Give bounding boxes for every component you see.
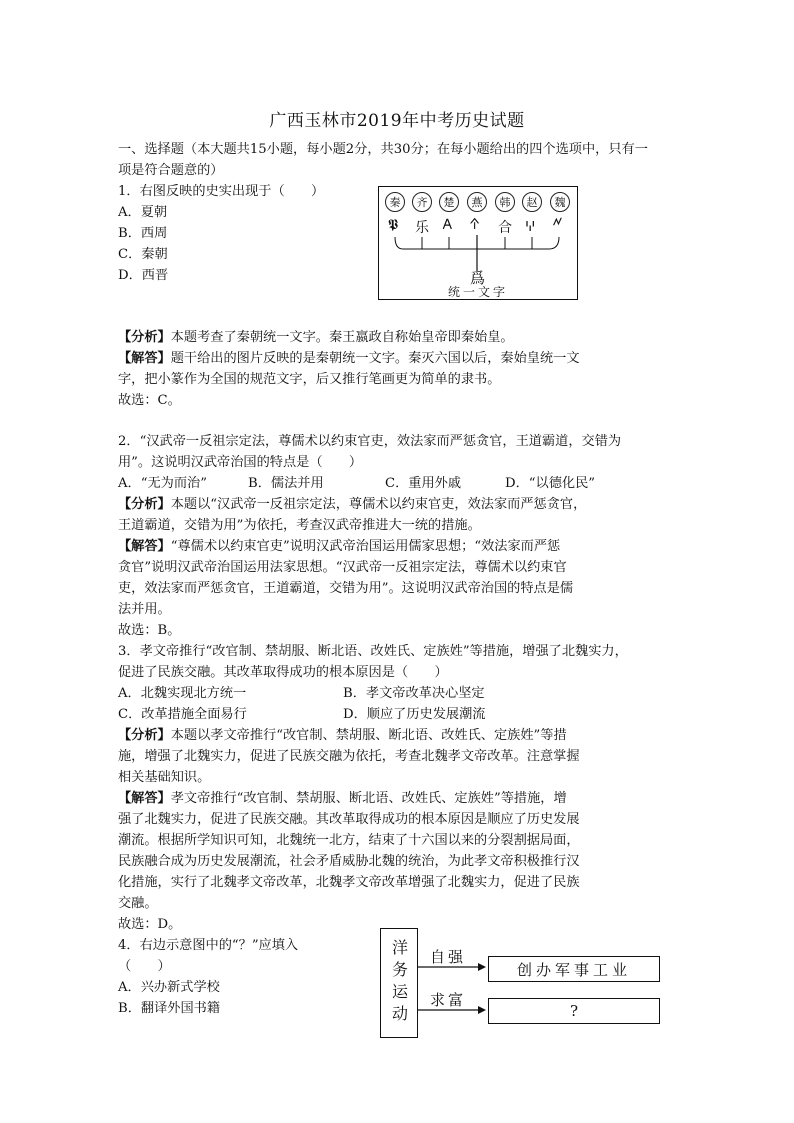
analysis-tag: 【分析】 [118, 330, 171, 345]
state-circle: 燕 [467, 192, 487, 212]
q2-answer [118, 536, 560, 557]
analysis-text: 本题以“汉武帝一反祖宗定法，尊儒术以约束官吏，效法家而严惩贪官， [170, 497, 587, 512]
q4-stem-2: （ ） [118, 959, 171, 974]
answer-text: 孝文帝推行“改官制、禁胡服、断北语、改姓氏、定族姓”等措施，增 [170, 791, 567, 806]
q3-answer [118, 788, 567, 809]
q3-answer-cont-3: 民族融合成为历史发展潮流，社会矛盾威胁北魏的统治，为此孝文帝积极推行汉 [118, 854, 580, 869]
q4-option-a: A．兴办新式学校 [118, 980, 220, 995]
q3-option-d: D．顺应了历史发展潮流 [343, 707, 486, 722]
q2-answer-cont-1: 贪官”说明汉武帝治国运用法家思想。“汉武帝一反祖宗定法，尊儒术以约束官 [118, 560, 567, 575]
q2-option-a: A．“无为而治” [118, 476, 207, 491]
q3-answer-cont-2: 潮流。根据所学知识可知，北魏统一北方，结束了十六国以来的分裂割据局面， [118, 833, 580, 848]
q1-option-c: C．秦朝 [118, 247, 168, 262]
q2-answer-cont-3: 法并用。 [118, 602, 171, 617]
state-circle: 赵 [522, 192, 542, 212]
q3-answer-cont-4: 化措施，实行了北魏孝文帝改革，北魏孝文帝改革增强了北魏实力，促进了民族 [118, 875, 580, 890]
section-heading-line-2: 项是符合题意的） [118, 163, 224, 178]
answer-tag: 【解答】 [118, 351, 171, 366]
ancient-script-glyph: 𐊁 [470, 217, 481, 233]
q2-option-c: C．重用外戚 [385, 476, 462, 491]
military-industry-box: 创办军事工业 [488, 956, 660, 982]
q3-stem-1: 3．孝文帝推行“改官制、禁胡服、断北语、改姓氏、定族姓”等措施，增强了北魏实力， [118, 644, 628, 659]
q3-option-c: C．改革措施全面易行 [118, 707, 247, 722]
q2-stem-2: 用”。这说明汉武帝治国的特点是（ ） [118, 455, 363, 470]
q3-analysis [118, 725, 567, 746]
q1-analysis [118, 327, 514, 348]
arrow-label-prosperity: 求富 [430, 991, 467, 1009]
q3-analysis-cont-2: 相关基础知识。 [118, 770, 211, 785]
state-circle: 楚 [439, 192, 459, 212]
analysis-tag: 【分析】 [118, 497, 171, 512]
q3-option-b: B．孝文帝改革决心坚定 [343, 686, 485, 701]
q2-analysis-cont: 王道霸道，交错为用”为依托，考查汉武帝推进大一统的措施。 [118, 518, 481, 533]
figure-caption: 统一文字 [447, 285, 508, 299]
q1-answer [118, 348, 580, 369]
ancient-script-glyph: 𐊏 [553, 217, 564, 233]
westernization-figure [380, 928, 662, 1040]
state-circle: 秦 [385, 192, 405, 212]
ancient-script-glyph: 𐌀 [442, 217, 453, 233]
ancient-script-glyph: 𐋈 [525, 219, 536, 235]
state-circle: 齐 [412, 192, 432, 212]
q1-answer-cont: 字，把小篆作为全国的规范文字，后又推行笔画更为简单的隶书。 [118, 372, 501, 387]
small-seal-glyph: 爲 [470, 269, 486, 287]
q1-choice: 故选：C。 [118, 393, 181, 408]
unknown-box: ? [488, 998, 660, 1024]
q2-answer-cont-2: 吏，效法家而严惩贪官，王道霸道，交错为用”。这说明汉武帝治国的特点是儒 [118, 581, 574, 596]
state-circle: 魏 [550, 192, 570, 212]
state-circle: 韩 [495, 192, 515, 212]
q1-option-b: B．西周 [118, 226, 168, 241]
westernization-label: 洋务运动 [389, 939, 409, 1027]
q1-option-d: D．西晋 [118, 268, 169, 283]
q2-option-d: D．“以德化民” [505, 476, 595, 491]
q3-analysis-cont-1: 施，增强了北魏实力，促进了民族交融为依托，考查北魏孝文帝改革。注意掌握 [118, 749, 580, 764]
q3-choice: 故选：D。 [118, 917, 182, 932]
q4-option-b: B．翻译外国书籍 [118, 1001, 221, 1016]
q4-stem-1: 4．右边示意图中的“？”应填入 [118, 938, 299, 953]
page-title: 广西玉林市2019年中考历史试题 [269, 111, 525, 131]
analysis-tag: 【分析】 [118, 728, 171, 743]
answer-text: “尊儒术以约束官吏”说明汉武帝治国运用儒家思想；“效法家而严惩 [170, 539, 561, 554]
q2-stem-1: 2．“汉武帝一反祖宗定法，尊儒术以约束官吏，效法家而严惩贪官，王道霸道，交错为 [118, 434, 622, 449]
q3-answer-cont-5: 交融。 [118, 896, 158, 911]
q3-answer-cont-1: 强了北魏实力，促进了民族交融。其改革取得成功的根本原因是顺应了历史发展 [118, 812, 580, 827]
answer-tag: 【解答】 [118, 539, 171, 554]
ancient-script-glyph: 𝕻 [388, 217, 398, 233]
answer-tag: 【解答】 [118, 791, 171, 806]
q2-analysis [118, 494, 586, 515]
unified-script-figure [378, 186, 578, 300]
q3-stem-2: 促进了民族交融。其改革取得成功的根本原因是（ ） [118, 665, 448, 680]
section-heading-line-1: 一、选择题（本大题共15小题，每小题2分，共30分；在每小题给出的四个选项中，只有一 [118, 142, 648, 157]
q3-option-a: A．北魏实现北方统一 [118, 686, 247, 701]
q2-choice: 故选：B。 [118, 623, 181, 638]
q2-option-b: B．儒法并用 [248, 476, 324, 491]
ancient-script-glyph: 乐 [415, 220, 429, 236]
q1-option-a: A．夏朝 [118, 205, 168, 220]
arrow-label-self-strengthening: 自强 [430, 948, 467, 966]
analysis-text: 本题以孝文帝推行“改官制、禁胡服、断北语、改姓氏、定族姓”等措 [170, 728, 567, 743]
ancient-script-glyph: 合 [498, 220, 512, 236]
answer-text: 题干给出的图片反映的是秦朝统一文字。秦灭六国以后，秦始皇统一文 [170, 351, 580, 366]
q1-stem: 1．右图反映的史实出现于（ ） [118, 184, 325, 199]
analysis-text: 本题考查了秦朝统一文字。秦王嬴政自称始皇帝即秦始皇。 [170, 330, 514, 345]
